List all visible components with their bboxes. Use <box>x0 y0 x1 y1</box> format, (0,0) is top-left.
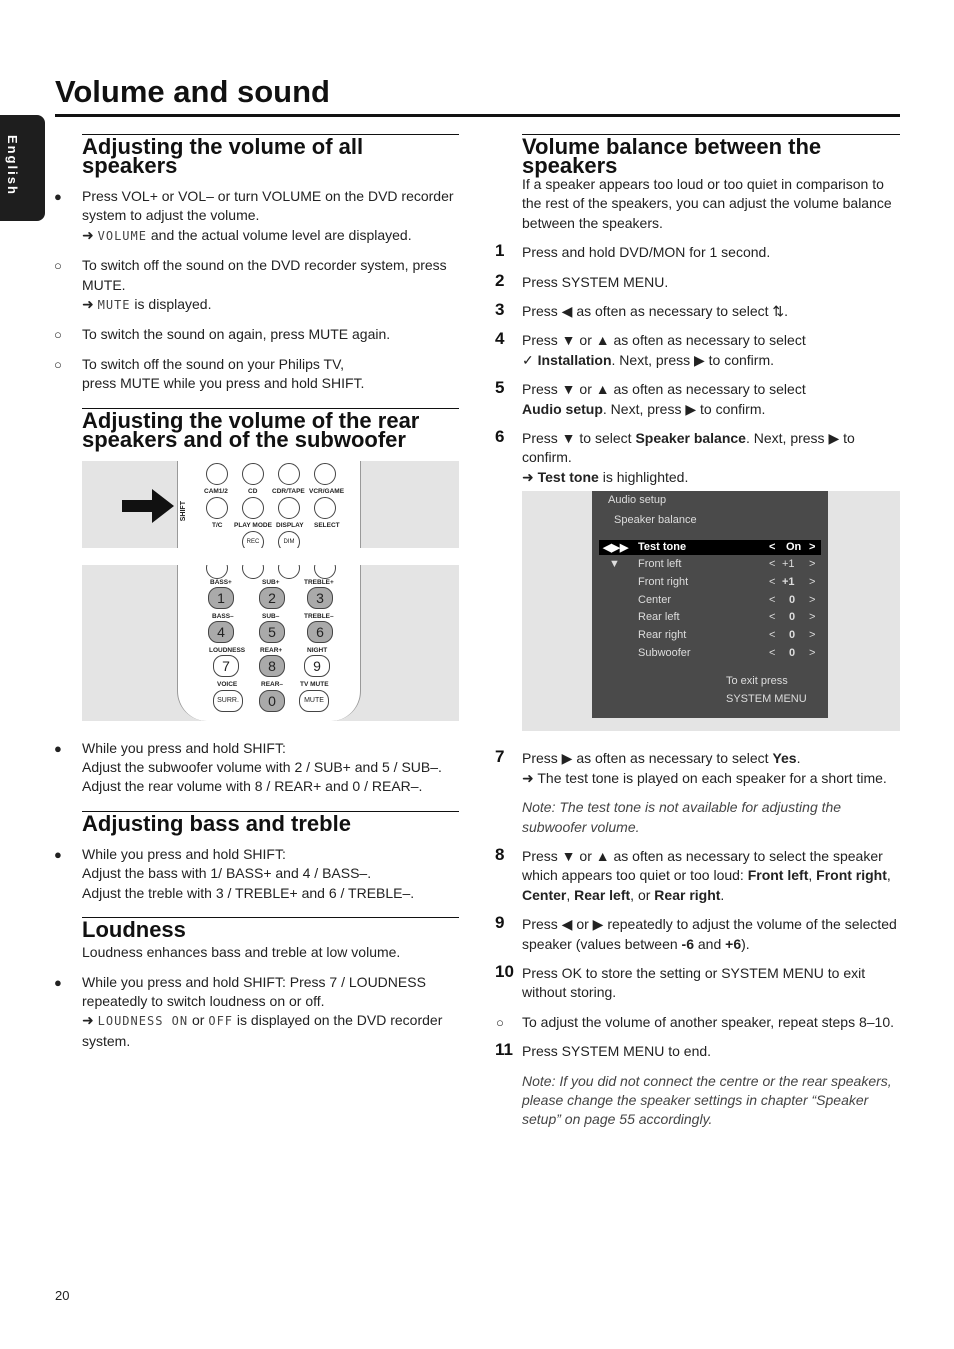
list-item: ○ To switch off the sound on the DVD recorder system, press MUTE. ➜ MUTE is displayed. <box>54 257 447 313</box>
list-item: ● While you press and hold SHIFT: Adjust the subwoofer volume with 2 / SUB+ and 5 / SUB–. Adjust the rear volume with 8 / REAR+ and 0 / REAR–. <box>54 739 442 795</box>
osd-speaker-balance-screen: Audio setup Speaker balance ◀▶▶ Test tone < On > ▼ Front left < +1 > Front right < +1 > Center < 0 > Rear left < 0 > Rear right < 0 > Subwoofer < 0 > To exit press SYSTEM MENU <box>522 491 900 731</box>
section-title-volume-balance: Volume balance between the speakers <box>522 134 900 175</box>
remote-button <box>206 497 228 519</box>
step-7: 7 Press ▶ as often as necessary to select Yes. ➜ The test tone is played on each speaker for a short time. <box>495 747 887 786</box>
left-column <box>54 134 459 1051</box>
key-9: 9 <box>304 655 330 677</box>
note-subwoofer: Note: The test tone is not available for adjusting the subwoofer volume. <box>522 799 842 835</box>
step-3: 3 Press ◀ as often as necessary to select ⇅. <box>495 300 789 320</box>
balance-intro: If a speaker appears too loud or too quiet in comparison to the rest of the speakers, you can adjust the volume balance between the speakers. <box>522 176 892 231</box>
bullet-circle: ○ <box>54 327 62 343</box>
key-4: 4 <box>208 621 234 643</box>
page-title: Volume and sound <box>55 74 330 109</box>
step-8: 8 Press ▼ or ▲ as often as necessary to select the speaker which appears too quiet or too loud: Front left, Front right, Center, Rear left, or Rear right. <box>495 844 891 903</box>
bullet-circle: ○ <box>54 258 62 274</box>
remote-control-illustration: SHIFT CAM1/2 CD CDR/TAPE VCR/GAME T/C PLAY MODE DISPLAY SELECT REC DIM BASS+ SUB+ TREBLE+ 1 2 3 BASS– SUB– TREBLE– 4 5 6 LOUDNESS REAR+ NIGHT 7 8 9 VOICE REAR– TV MUTE SURR. 0 MUTE <box>82 461 459 721</box>
down-arrow-icon: ▼ <box>609 558 620 571</box>
arrow-right-icon <box>122 489 176 523</box>
step-1: 1 Press and hold DVD/MON for 1 second. <box>495 241 771 261</box>
key-6: 6 <box>307 621 333 643</box>
title-rule <box>55 114 900 117</box>
key-1: 1 <box>208 587 234 609</box>
loudness-intro: Loudness enhances bass and treble at low volume. <box>82 944 401 961</box>
step-2: 2 Press SYSTEM MENU. <box>495 270 669 290</box>
step-6: 6 Press ▼ to select Speaker balance. Next, press ▶ to confirm. ➜ Test tone is highlighted. <box>495 427 855 485</box>
step-4: 4 Press ▼ or ▲ as often as necessary to select ✓ Installation. Next, press ▶ to confirm. <box>495 329 806 368</box>
key-2: 2 <box>259 587 285 609</box>
step-11: 11 Press SYSTEM MENU to end. <box>495 1040 712 1060</box>
osd-row-test-tone: ◀▶▶ Test tone < On > <box>599 540 821 555</box>
rec-button: REC <box>242 531 264 548</box>
osd-row: Rear right < 0 > <box>638 629 816 642</box>
bullet-circle: ○ <box>496 1014 504 1030</box>
page-number: 20 <box>55 1288 70 1303</box>
section-title-rear-subwoofer: Adjusting the volume of the rear speakers and of the subwoofer <box>82 408 459 449</box>
sub-step: ○ To adjust the volume of another speaker, repeat steps 8–10. <box>522 1013 900 1032</box>
key-0: 0 <box>259 690 285 712</box>
bullet-dot: ● <box>54 846 62 862</box>
osd-row: Front right < +1 > <box>638 576 816 589</box>
list-item: ● While you press and hold SHIFT: Press 7 / LOUDNESS repeatedly to switch loudness on or off. ➜ LOUDNESS ON or OFF is displayed on the DVD recorder system. <box>54 973 443 1049</box>
section-title-all-speakers: Adjusting the volume of all speakers <box>82 134 459 175</box>
key-5: 5 <box>259 621 285 643</box>
right-column <box>495 134 900 1130</box>
osd-row: Rear left < 0 > <box>638 611 816 624</box>
list-item: ● Press VOL+ or VOL– or turn VOLUME on the DVD recorder system to adjust the volume. ➜ VOLUME and the actual volume level are displayed. <box>54 188 454 243</box>
shift-label: SHIFT <box>180 500 187 521</box>
remote-button <box>242 463 264 485</box>
section-title-bass-treble: Adjusting bass and treble <box>82 811 459 833</box>
osd-row: Subwoofer < 0 > <box>638 647 816 660</box>
surr-button: SURR. <box>213 690 243 712</box>
key-3: 3 <box>307 587 333 609</box>
mute-button: MUTE <box>299 690 329 712</box>
remote-button <box>314 497 336 519</box>
step-5: 5 Press ▼ or ▲ as often as necessary to select Audio setup. Next, press ▶ to confirm. <box>495 378 806 417</box>
osd-row: Center < 0 > <box>638 594 816 607</box>
remote-button <box>278 497 300 519</box>
wrench-icon: ✓ <box>522 351 534 368</box>
remote-button <box>314 463 336 485</box>
section-title-loudness: Loudness <box>82 917 459 939</box>
note-speaker-setup: Note: If you did not connect the centre or the rear speakers, please change the speaker settings in chapter “Speaker setup” on page 55 accordingly. <box>522 1072 892 1128</box>
osd-row: ▼ Front left < +1 > <box>609 558 816 571</box>
bullet-dot: ● <box>54 189 62 204</box>
key-7: 7 <box>213 655 239 677</box>
remote-button <box>278 463 300 485</box>
step-10: 10 Press OK to store the setting or SYSTEM MENU to exit without storing. <box>495 961 866 1001</box>
list-item: ○ To switch off the sound on your Philips TV, press MUTE while you press and hold SHIFT. <box>54 355 365 392</box>
bullet-dot: ● <box>54 974 62 990</box>
language-tab <box>0 115 45 221</box>
key-8: 8 <box>259 655 285 677</box>
language-tab-label: English <box>5 135 20 196</box>
remote-button <box>242 497 264 519</box>
dim-button: DIM <box>278 531 300 548</box>
list-item: ○ To switch the sound on again, press MUTE again. <box>82 325 459 344</box>
arrows-icon: ◀▶▶ <box>603 542 629 555</box>
bullet-circle: ○ <box>54 356 62 372</box>
bullet-dot: ● <box>54 740 62 756</box>
remote-button <box>206 463 228 485</box>
step-9: 9 Press ◀ or ▶ repeatedly to adjust the volume of the selected speaker (values between -6 and +6). <box>495 913 897 952</box>
list-item: ● While you press and hold SHIFT: Adjust the bass with 1/ BASS+ and 4 / BASS–. Adjust the treble with 3 / TREBLE+ and 6 / TREBLE–. <box>54 845 415 901</box>
